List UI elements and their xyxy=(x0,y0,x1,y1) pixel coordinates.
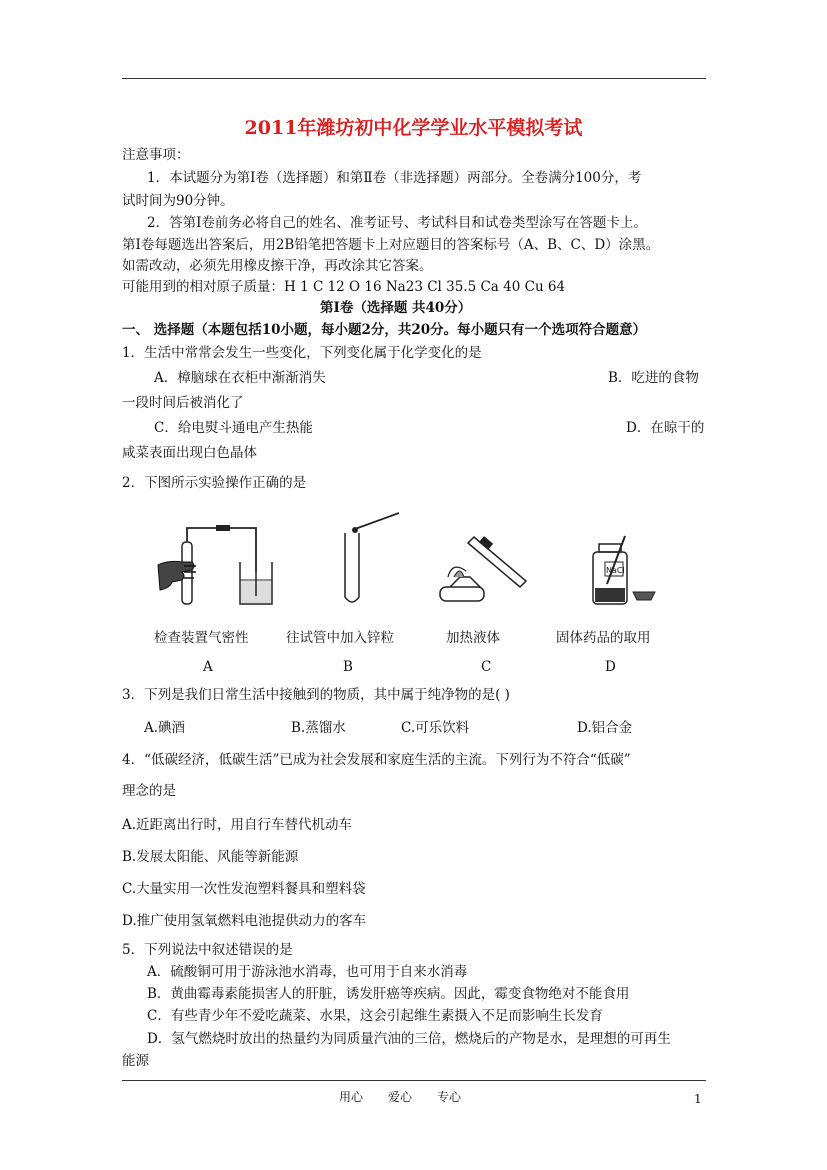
header-rule xyxy=(122,78,706,79)
fig-a-letter: A xyxy=(203,659,213,675)
part-title: 一、 选择题（本题包括10小题，每小题2分，共20分。每小题只有一个选项符合题意） xyxy=(122,322,647,338)
atomic-masses: 可能用到的相对原子质量：H 1 C 12 O 16 Na23 Cl 35.5 Ca 40 Cu 64 xyxy=(122,279,566,295)
notice-item-2b: 第Ⅰ卷每题选出答案后，用2B铅笔把答题卡上对应题目的答案标号（A、B、C、D）涂黑。 xyxy=(122,237,660,253)
footer-text-3: 专心 xyxy=(437,1090,462,1104)
q4-option-c: C.大量实用一次性发泡塑料餐具和塑料袋 xyxy=(122,881,366,897)
q1-option-b: B．吃进的食物 xyxy=(608,370,699,386)
q4-option-a: A.近距离出行时，用自行车替代机动车 xyxy=(122,817,353,833)
notice-item-2c: 如需改动，必须先用橡皮擦干净，再改涂其它答案。 xyxy=(122,258,433,274)
q5-option-c: C．有些青少年不爱吃蔬菜、水果，这会引起维生素摄入不足而影响生长发育 xyxy=(147,1008,603,1024)
fig-b-letter: B xyxy=(343,659,353,675)
nacl-label: NaCl xyxy=(606,566,625,575)
q3-option-a: A.碘酒 xyxy=(144,720,186,736)
q5-option-d: D．氢气燃烧时放出的热量约为同质量汽油的三倍，燃烧后的产物是水，是理想的可再生 xyxy=(147,1031,671,1047)
fig-d-caption: 固体药品的取用 xyxy=(556,630,651,646)
notice-item-1b: 试时间为90分钟。 xyxy=(122,193,234,209)
q5-option-d-cont: 能源 xyxy=(122,1053,149,1069)
fig-c-letter: C xyxy=(481,659,492,675)
q5-option-a: A．硫酸铜可用于游泳池水消毒，也可用于自来水消毒 xyxy=(147,964,468,980)
q1-option-d-cont: 咸菜表面出现白色晶体 xyxy=(122,445,257,461)
q4-stem-cont: 理念的是 xyxy=(122,783,176,799)
page-number: 1 xyxy=(694,1092,702,1106)
q3-option-d: D.铝合金 xyxy=(577,720,633,736)
q5-stem: 5．下列说法中叙述错误的是 xyxy=(122,942,293,958)
fig-d-letter: D xyxy=(605,659,616,675)
q3-stem: 3．下列是我们日常生活中接触到的物质，其中属于纯净物的是( ) xyxy=(122,687,510,703)
q4-option-d: D.推广使用氢氧燃料电池提供动力的客车 xyxy=(122,913,367,929)
notice-item-2a: 2．答第Ⅰ卷前务必将自己的姓名、准考证号、考试科目和试卷类型涂写在答题卡上。 xyxy=(147,215,647,231)
gas-tightness-apparatus-figure xyxy=(148,520,288,610)
solid-reagent-figure xyxy=(585,530,665,610)
footer-rule xyxy=(122,1080,706,1081)
footer-text-2: 爱心 xyxy=(388,1090,413,1104)
q4-stem: 4．“低碳经济，低碳生活”已成为社会发展和家庭生活的主流。下列行为不符合“低碳” xyxy=(122,752,631,768)
q4-option-b: B.发展太阳能、风能等新能源 xyxy=(122,849,299,865)
footer-text-1: 用心 xyxy=(339,1090,364,1104)
heating-liquid-figure xyxy=(430,525,535,610)
q1-stem: 1．生活中常常会发生一些变化，下列变化属于化学变化的是 xyxy=(122,345,482,361)
volume-title: 第Ⅰ卷（选择题 共40分） xyxy=(320,300,472,316)
notice-heading: 注意事项： xyxy=(122,147,190,163)
q1-option-c: C．给电熨斗通电产生热能 xyxy=(154,420,313,436)
notice-item-1a: 1．本试题分为第Ⅰ卷（选择题）和第Ⅱ卷（非选择题）两部分。全卷满分100分，考 xyxy=(147,170,642,186)
fig-c-caption: 加热液体 xyxy=(446,630,500,646)
q3-option-c: C.可乐饮料 xyxy=(401,720,470,736)
q1-option-b-cont: 一段时间后被消化了 xyxy=(122,395,244,411)
q1-option-d: D．在晾干的 xyxy=(626,420,705,436)
q5-option-b: B．黄曲霉毒素能损害人的肝脏，诱发肝癌等疾病。因此，霉变食物绝对不能食用 xyxy=(147,986,630,1002)
q3-option-b: B.蒸馏水 xyxy=(291,720,346,736)
test-tube-zinc-figure xyxy=(335,505,415,610)
fig-b-caption: 往试管中加入锌粒 xyxy=(286,630,394,646)
q2-stem: 2．下图所示实验操作正确的是 xyxy=(122,475,307,491)
q1-option-a: A．樟脑球在衣柜中渐渐消失 xyxy=(154,370,326,386)
fig-a-caption: 检查装置气密性 xyxy=(154,630,249,646)
exam-title: 2011年潍坊初中化学学业水平模拟考试 xyxy=(244,117,583,139)
